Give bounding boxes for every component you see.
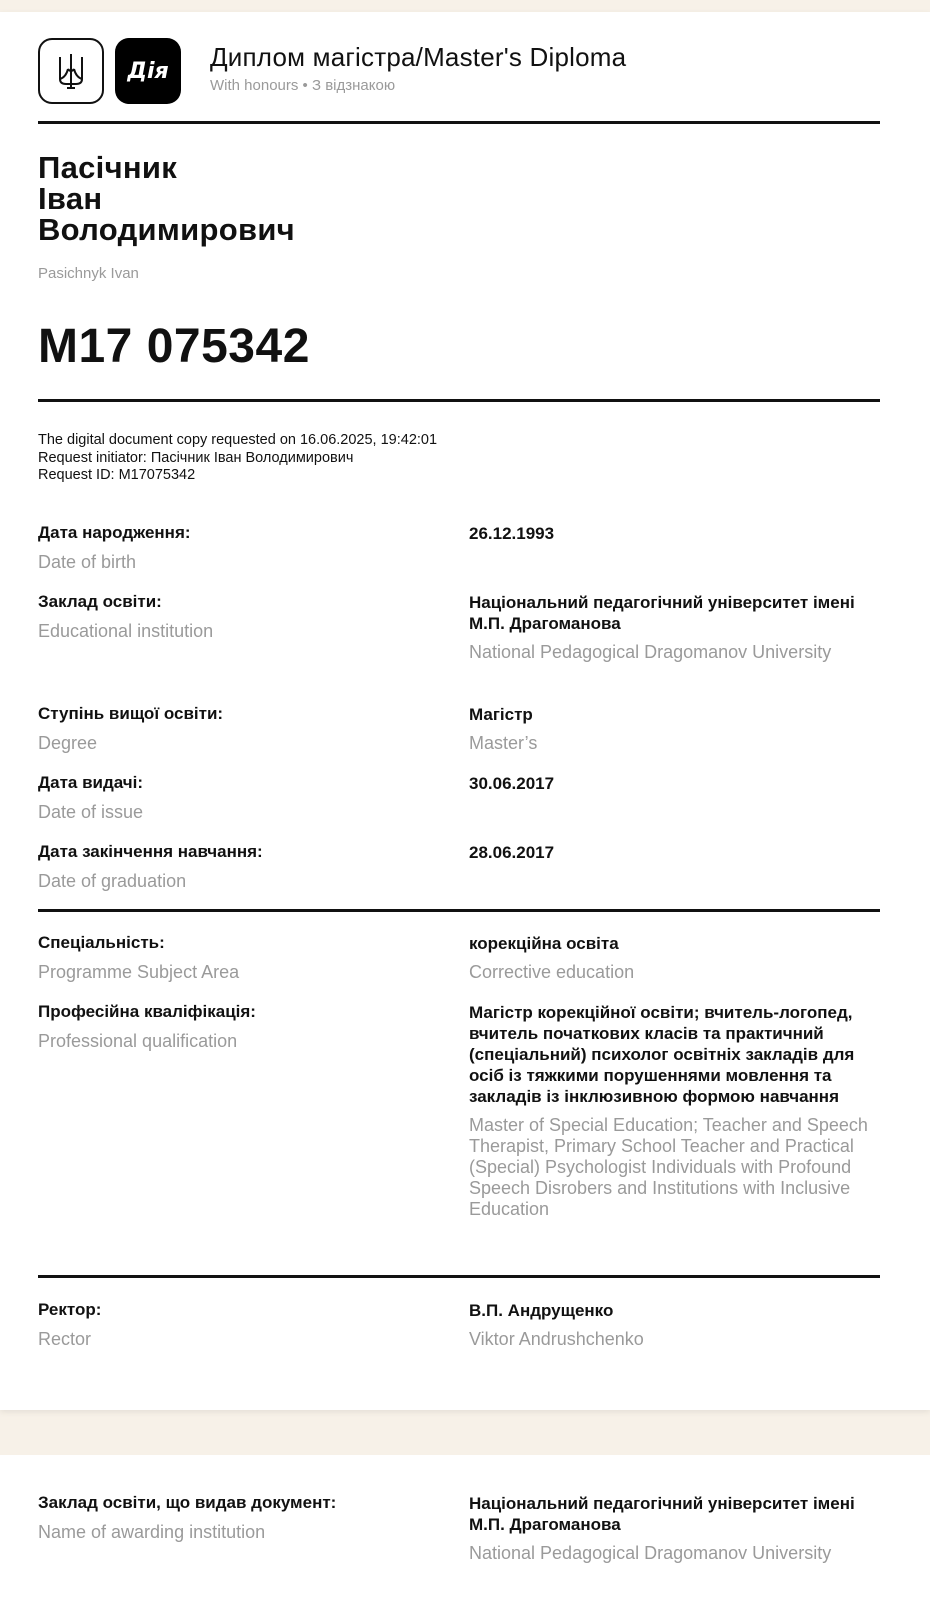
field-label: Дата народження:: [38, 523, 191, 542]
field-value-en: National Pedagogical Dragomanov University: [469, 642, 832, 662]
divider: [38, 1275, 880, 1278]
request-id: Request ID: M17075342: [38, 467, 196, 483]
document-subtitle: With honours • З відзнакою: [210, 77, 396, 94]
diploma-supplement-card: [0, 1455, 930, 1600]
tryzub-icon: [38, 38, 104, 104]
diploma-card: [0, 12, 930, 1410]
request-date: The digital document copy requested on 16.06.2025, 19:42:01: [38, 432, 438, 448]
field-label: Дата закінчення навчання:: [38, 842, 263, 861]
field-label-en: Date of graduation: [38, 871, 187, 891]
field-value: Національний педагогічний університет імені М.П. Драгоманова: [469, 1494, 855, 1534]
field-value-en: Corrective education: [469, 962, 635, 982]
holder-surname: Пасічник: [38, 150, 178, 185]
field-label: Ступінь вищої освіти:: [38, 704, 224, 723]
divider: [38, 399, 880, 402]
document-number: M17 075342: [38, 320, 310, 373]
request-initiator: Request initiator: Пасічник Іван Володимирович: [38, 449, 354, 466]
holder-patronymic: Володимирович: [38, 212, 295, 247]
field-value-en: Master of Special Education; Teacher and Speech Therapist, Primary School Teacher and Practical (Special) Psychologist Individuals with Profound Speech Disrobers and Institutions with Inclusive Education: [469, 1115, 868, 1219]
field-label: Заклад освіти:: [38, 592, 162, 611]
field-label: Заклад освіти, що видав документ:: [38, 1493, 337, 1512]
field-value: корекційна освіта: [469, 934, 619, 953]
field-value: 28.06.2017: [469, 843, 555, 862]
field-value: 26.12.1993: [469, 524, 555, 543]
field-label-en: Date of birth: [38, 552, 137, 572]
holder-name-latin: Pasichnyk Ivan: [38, 265, 139, 282]
document-title: Диплом магістра/Master's Diploma: [210, 42, 627, 72]
diia-logo: Дія: [115, 38, 181, 104]
field-value-en: National Pedagogical Dragomanov University: [469, 1543, 832, 1563]
field-label-en: Educational institution: [38, 621, 214, 641]
field-label-en: Name of awarding institution: [38, 1522, 266, 1542]
field-value: В.П. Андрущенко: [469, 1301, 614, 1320]
field-label-en: Professional qualification: [38, 1031, 238, 1051]
field-label: Спеціальність:: [38, 933, 165, 952]
field-value: Магістр: [469, 705, 533, 724]
field-value: Магістр корекційної освіти; вчитель-логопед, вчитель початкових класів та практичний (спеціальний) психолог освітніх закладів для осіб із тяжкими порушеннями мовлення та закладів із інклюзивною формою навчання: [469, 1003, 855, 1106]
field-value: Національний педагогічний університет імені М.П. Драгоманова: [469, 593, 855, 633]
divider: [38, 121, 880, 124]
field-label-en: Date of issue: [38, 802, 144, 822]
request-info: [38, 432, 437, 485]
field-label-en: Programme Subject Area: [38, 962, 240, 982]
field-value-en: Viktor Andrushchenko: [469, 1329, 644, 1349]
document-header: [38, 38, 898, 106]
holder-name: [38, 152, 295, 245]
field-value-en: Master’s: [469, 733, 538, 753]
field-label: Ректор:: [38, 1300, 102, 1319]
field-label: Професійна кваліфікація:: [38, 1002, 256, 1021]
divider: [38, 909, 880, 912]
field-label: Дата видачі:: [38, 773, 144, 792]
holder-first-name: Іван: [38, 181, 103, 216]
field-label-en: Degree: [38, 733, 98, 753]
field-value: 30.06.2017: [469, 774, 555, 793]
field-label-en: Rector: [38, 1329, 92, 1349]
